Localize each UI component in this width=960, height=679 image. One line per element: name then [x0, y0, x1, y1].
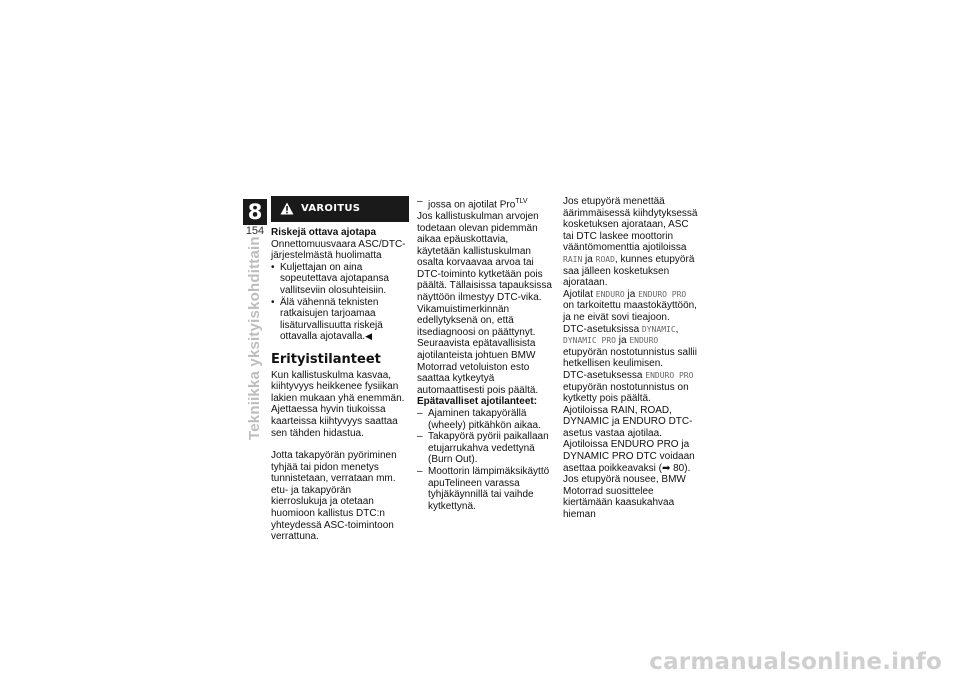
mode-dynamic-pro: DYNAMIC PRO — [563, 336, 616, 346]
paragraph: Jos etupyörä nousee, BMW Motorrad suosittelee kiertämään kaasukahvaa hieman — [563, 474, 686, 521]
mode-enduro: ENDURO — [629, 336, 659, 346]
page-reference: ➡ 80 — [661, 462, 685, 474]
mode-enduro: ENDURO — [595, 289, 625, 299]
warning-bullets — [271, 262, 409, 343]
list-item: – jossa on ajotilat Pro$^{TLV}$ — [417, 196, 553, 211]
list-item: • Älä vähennä teknisten ratkaisujen tarjoamaa lisäturvallisuutta riskejä ottavalla ajotavalla.◀ — [271, 297, 409, 343]
warning-banner — [271, 196, 409, 222]
mode-enduro-pro: ENDURO PRO — [638, 289, 687, 299]
list-item: • Kuljettajan on aina sopeutettava ajotapansa vallitseviin olosuhteisiin. — [271, 262, 409, 297]
warning-triangle-icon — [280, 202, 294, 215]
section-heading: Erityistilanteet — [271, 351, 381, 367]
paragraph: Jos etupyörä menettää äärimmäisessä kiihdytyksessä kosketuksen ajorataan, ASC tai DTC laskee moottorin vääntömomenttia ajotiloissa RAIN ja ROAD, kunnes etupyörä saa jälleen kosketuksen ajorataan. — [563, 196, 698, 289]
unusual-heading: Epätavalliset ajotilanteet: — [417, 396, 538, 408]
paragraph: Seuraavista epätavallisista ajotilanteista johtuen BMW Motorrad vetoluiston esto saattaa kytkeytyä automaattisesti pois päältä. — [417, 338, 539, 396]
chapter-number: 8 — [243, 199, 267, 225]
column-2 — [417, 196, 553, 512]
list-item: – Moottorin lämpimäksikäyttö apuTelineen varassa tyhjäkäynnillä tai vaihde kytkettynä. — [417, 466, 553, 512]
warning-lead: Onnettomuusvaara ASC/DTC-järjestelmästä huolimatta — [271, 238, 406, 262]
warning-heading: Riskejä ottava ajotapa — [271, 227, 377, 238]
end-mark-icon: ◀ — [365, 331, 372, 342]
paragraph: Ajotiloissa ENDURO PRO ja DYNAMIC PRO DTC voidaan asettaa poikkeavaksi (➡ 80). — [563, 439, 695, 474]
dash-list — [417, 196, 553, 211]
paragraph: DTC-asetuksissa DYNAMIC, DYNAMIC PRO ja ENDURO etupyörän nostotunnistus sallii hetkellisen keulimisen. — [563, 323, 697, 370]
unusual-list — [417, 408, 553, 512]
mode-rain: RAIN — [563, 254, 583, 264]
mode-dynamic: DYNAMIC — [641, 324, 676, 334]
paragraph: Jotta takapyörän pyöriminen tyhjää tai pidon menetys tunnistetaan, verrataan mm. etu- ja takapyörän kierroslukuja ja otetaan huomioon kallistus DTC:n yhteydessä ASC-toimintoon verrattuna. — [271, 450, 397, 543]
paragraph: Ajotilat ENDURO ja ENDURO PRO on tarkoitettu maastokäyttöön, ja ne eivät sovi tieajoon. — [563, 288, 697, 323]
column-3 — [563, 196, 699, 521]
list-item: – Takapyörä pyörii paikallaan etujarrukahva vedettynä (Burn Out). — [417, 431, 553, 466]
page-number: 154 — [245, 225, 265, 237]
mode-road: ROAD — [595, 254, 615, 264]
paragraph: Ajotiloissa RAIN, ROAD, DYNAMIC ja ENDURO DTC-asetus vastaa ajotilaa. — [563, 404, 693, 439]
mode-enduro-pro: ENDURO PRO — [645, 370, 694, 380]
list-item: – Ajaminen takapyörällä (wheely) pitkähkön aikaa. — [417, 408, 553, 431]
warning-label: VAROITUS — [301, 203, 361, 214]
watermark-text: carmanualsonline.info — [649, 649, 942, 675]
chapter-side-title: Tekniikka yksityiskohdittain — [246, 236, 263, 440]
paragraph: Kun kallistuskulma kasvaa, kiihtyvyys heikkenee fysiikan lakien mukaan yhä enemmän. Ajettaessa hyvin tiukoissa kaarteissa kiihtyvyys saattaa sen tähden hidastua. — [271, 369, 405, 439]
tlv-superscript: TLV — [515, 198, 528, 205]
column-1 — [271, 196, 409, 543]
paragraph: DTC-asetuksessa ENDURO PRO etupyörän nostotunnistus on kytketty pois päältä. — [563, 369, 694, 405]
paragraph: Jos kallistuskulman arvojen todetaan olevan pidemmän aikaa epäuskottavia, käytetään kallistuskulman osalta korvaavaa arvoa tai DTC-toiminto kytketään pois päältä. Tällaisissa tapauksissa näyttöön ilmestyy DTC-vika. Vikamuistimerkinnän edellytyksenä on, että itsediagnoosi on päättynyt. — [417, 210, 552, 338]
